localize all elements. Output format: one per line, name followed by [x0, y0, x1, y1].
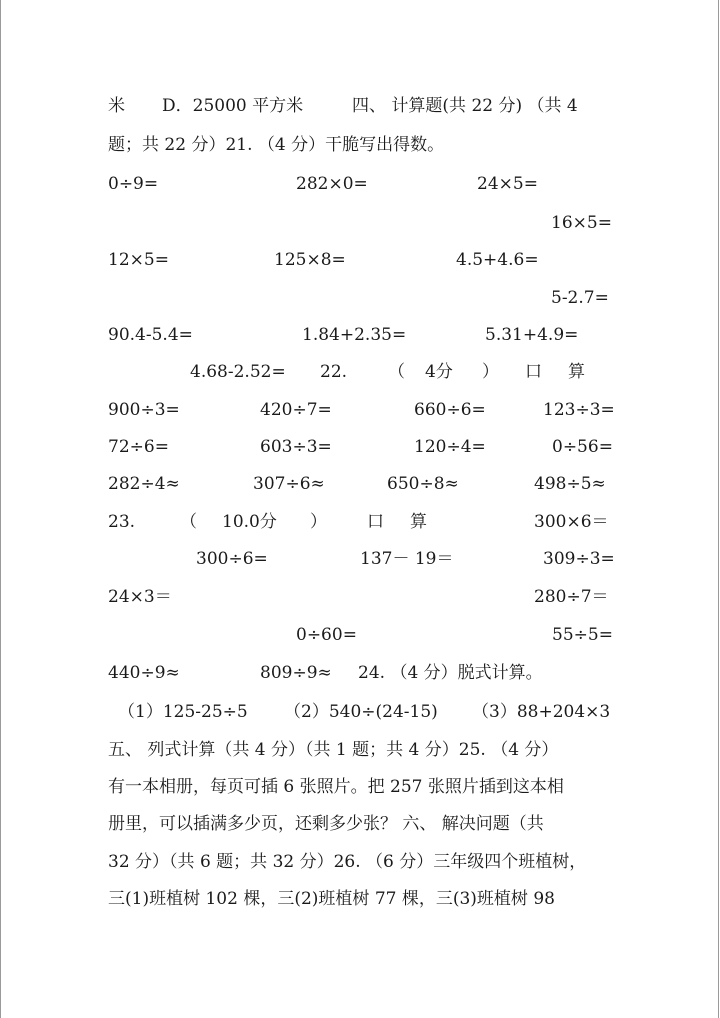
question-25-text: 有一本相册，每页可插 6 张照片。把 257 张照片插到这本相	[108, 777, 564, 797]
page-border-right	[718, 0, 719, 1018]
exercise-item: 300×6＝	[534, 512, 609, 532]
exercise-item: 603÷3=	[260, 437, 332, 457]
exercise-item: 280÷7＝	[534, 587, 609, 607]
option-d: D．25000 平方米	[162, 96, 304, 116]
exercise-item: 307÷6≈	[253, 474, 325, 494]
exercise-item: 4.68-2.52=	[190, 362, 286, 382]
section-heading-4: 四、 计算题(共 22 分) （共 4	[352, 96, 578, 116]
exercise-item: 300÷6=	[196, 549, 268, 569]
exercise-item: 498÷5≈	[534, 474, 606, 494]
exercise-item: 24×5=	[477, 174, 538, 194]
question-22-score: 4分	[425, 362, 453, 382]
question-26-text: 32 分）（共 6 题；共 32 分）26. （6 分）三年级四个班植树，	[108, 852, 587, 872]
question-22-title-char: 算	[568, 362, 585, 382]
question-23-paren-open: （	[180, 512, 197, 532]
question-22-title-char: 口	[525, 362, 542, 382]
exercise-item: 282÷4≈	[108, 474, 180, 494]
question-22-paren-open: （	[388, 362, 405, 382]
exercise-item: （3）88+204×3	[472, 702, 611, 722]
page-border-left	[0, 0, 1, 1018]
question-22-number: 22.	[320, 362, 348, 382]
exercise-item: 809÷9≈	[260, 663, 332, 683]
exercise-item: 420÷7=	[260, 400, 332, 420]
exercise-item: 282×0=	[296, 174, 368, 194]
exercise-item: 123÷3=	[543, 400, 615, 420]
exercise-item: 125×8=	[274, 250, 346, 270]
exercise-item: 137－ 19＝	[360, 549, 454, 569]
exercise-item: （1）125-25÷5	[118, 702, 248, 722]
exercise-item: 0÷56=	[552, 437, 613, 457]
exercise-item: 72÷6=	[108, 437, 169, 457]
exercise-item: 90.4-5.4=	[108, 325, 193, 345]
exercise-item: 5.31+4.9=	[485, 325, 579, 345]
exercise-item: 4.5+4.6=	[456, 250, 539, 270]
question-23-title-char: 口	[367, 512, 384, 532]
exercise-item: 5-2.7=	[551, 288, 609, 308]
exercise-item: 16×5=	[551, 213, 612, 233]
exercise-item: 309÷3=	[543, 549, 615, 569]
question-23-title-char: 算	[410, 512, 427, 532]
question-21-prompt: 题；共 22 分）21. （4 分）干脆写出得数。	[108, 135, 445, 155]
exercise-item: 120÷4=	[414, 437, 486, 457]
exercise-item: 0÷60=	[296, 625, 357, 645]
exercise-item: 1.84+2.35=	[302, 325, 407, 345]
exercise-item: 0÷9=	[108, 174, 159, 194]
exercise-item: 55÷5=	[552, 625, 613, 645]
question-23-paren-close: ）	[310, 512, 327, 532]
question-23-number: 23.	[108, 512, 136, 532]
exercise-item: 650÷8≈	[387, 474, 459, 494]
question-22-paren-close: ）	[482, 362, 499, 382]
section-heading-5: 五、 列式计算（共 4 分）（共 1 题；共 4 分）25. （4 分）	[108, 740, 559, 760]
exercise-item: 440÷9≈	[108, 663, 180, 683]
question-24-prompt: 24. （4 分）脱式计算。	[358, 663, 543, 683]
exercise-item: 900÷3=	[108, 400, 180, 420]
question-25-text: 册里，可以插满多少页，还剩多少张？ 六、 解决问题（共	[108, 814, 544, 834]
question-23-score: 10.0分	[222, 512, 277, 532]
exercise-item: （2）540÷(24-15)	[284, 702, 438, 722]
exercise-item: 12×5=	[108, 250, 169, 270]
question-26-text: 三(1)班植树 102 棵，三(2)班植树 77 棵，三(3)班植树 98	[108, 889, 555, 909]
exercise-item: 24×3＝	[108, 587, 172, 607]
exercise-item: 660÷6=	[414, 400, 486, 420]
text-fragment: 米	[108, 96, 125, 116]
